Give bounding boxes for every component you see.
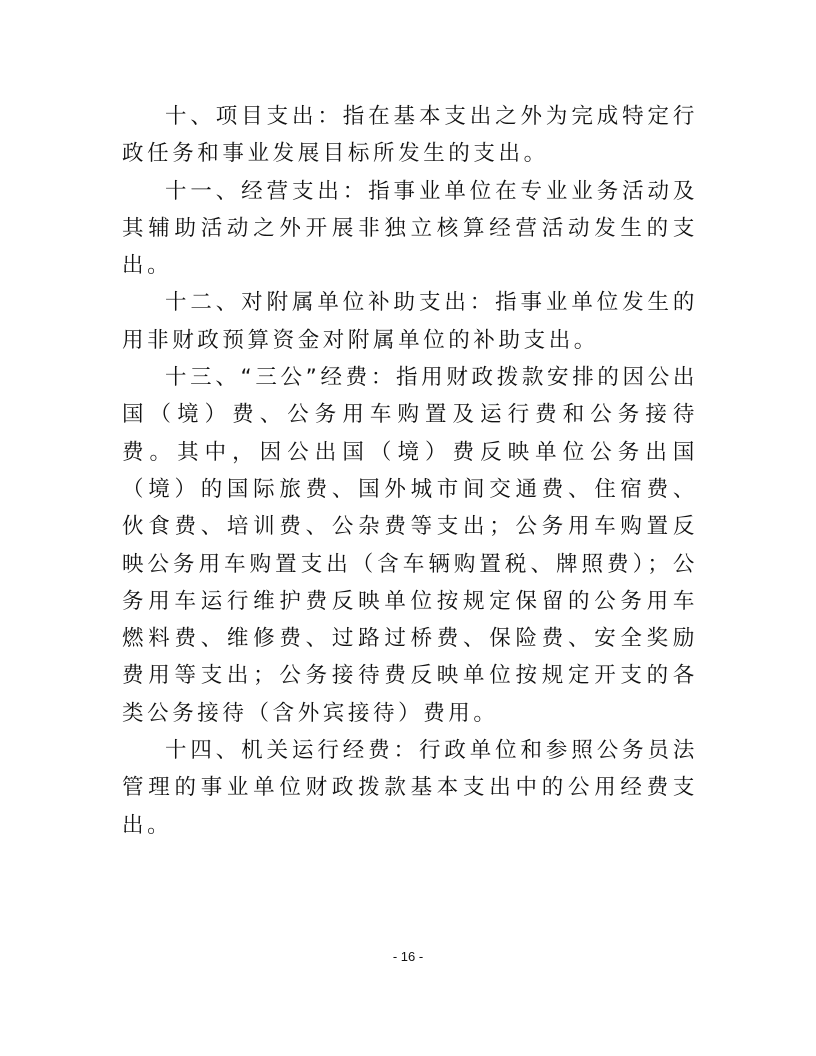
page-number: - 16 - [392, 949, 424, 964]
paragraph-subsidiary-subsidy: 十二、对附属单位补助支出：指事业单位发生的用非财政预算资金对附属单位的补助支出。 [122, 290, 698, 353]
paragraph-office-operating-expenses: 十四、机关运行经费：行政单位和参照公务员法管理的事业单位财政拨款基本支出中的公用经费支出。 [122, 738, 698, 838]
document-body [122, 98, 698, 844]
paragraph-three-public-expenses: 十三、“三公”经费：指用财政拨款安排的因公出国（境）费、公务用车购置及运行费和公务接待费。其中，因公出国（境）费反映单位公务出国（境）的国际旅费、国外城市间交通费、住宿费、伙食费、培训费、公杂费等支出；公务用车购置反映公务用车购置支出（含车辆购置税、牌照费）；公务用车运行维护费反映单位按规定保留的公务用车燃料费、维修费、过路过桥费、保险费、安全奖励费用等支出；公务接待费反映单位按规定开支的各类公务接待（含外宾接待）费用。 [122, 365, 698, 726]
paragraph-operating-expenditure: 十一、经营支出：指事业单位在专业业务活动及其辅助活动之外开展非独立核算经营活动发生的支出。 [122, 178, 698, 279]
paragraph-project-expenditure: 十、项目支出：指在基本支出之外为完成特定行政任务和事业发展目标所发生的支出。 [122, 104, 698, 167]
